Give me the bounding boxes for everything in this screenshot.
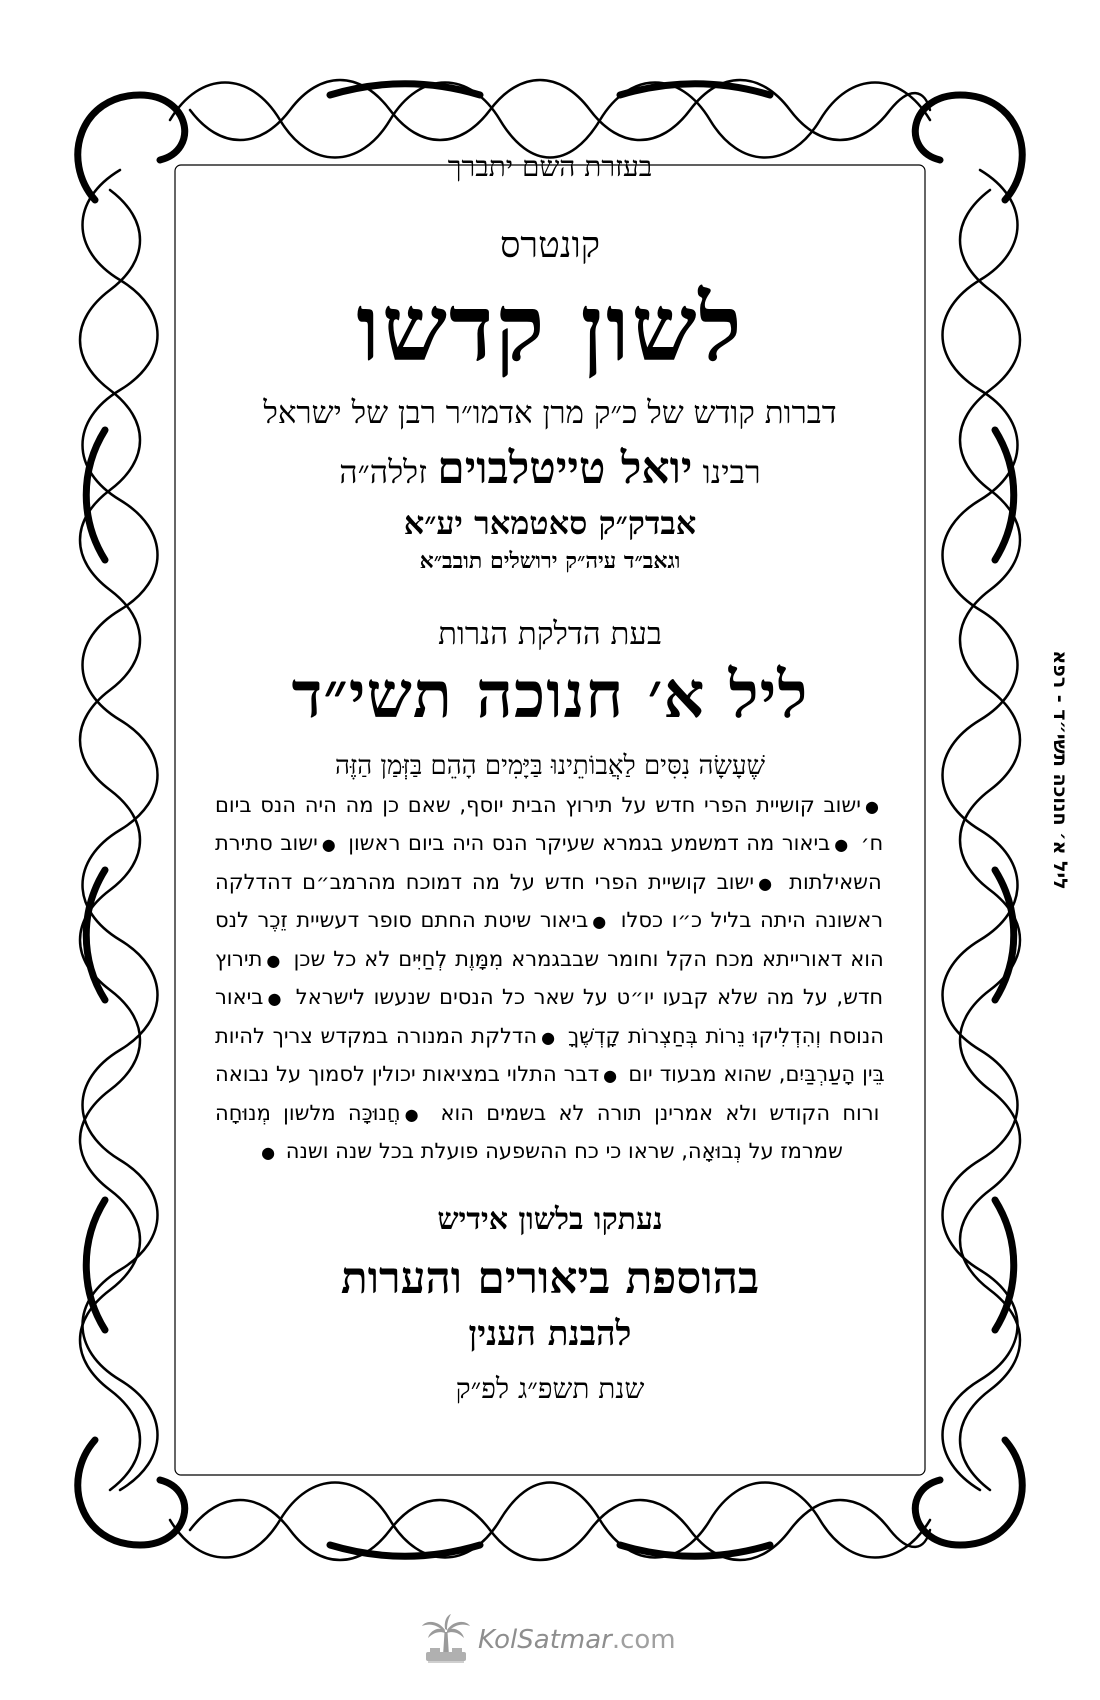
bullet-icon: ● [266,950,282,970]
topic-item: הדלקת המנורה במקדש צריך להיות בֵּין הָעַרְבַּיִם, שהוא מבעוד יום [215,1023,885,1087]
bullet-icon: ● [592,912,609,932]
understanding-heading: להבנת הענין [468,1313,632,1354]
kolsatmar-logo[interactable] [418,1612,676,1668]
bullet-icon: ● [404,1104,425,1124]
bullet-icon: ● [864,796,881,816]
bullet-icon: ● [603,1066,618,1086]
topic-item: ביאור שיטת החתם סופר דעשיית זֵכֶר לנס הוא דאורייתא מכח הקל וחומר שבבגמרא מִמָּוֶת לְחַיִּים לא כל שכן [215,908,884,971]
side-page-header: ליל א׳ חנוכה תשי״ד - רפא [1049,650,1071,890]
occasion-title: ליל א׳ חנוכה תשי״ד [291,657,809,733]
topic-item: ביאור מה דמשמע בגמרא שעיקר הנס היה ביום ראשון [348,831,831,856]
bullet-icon: ● [541,1027,557,1047]
top-blessing: בעזרת השם יתברך [447,150,653,183]
additions-heading: בהוספת ביאורים והערות [340,1252,760,1304]
bullet-icon: ● [834,835,850,855]
bullet-icon: ● [758,873,776,893]
author-line-1: דברות קודש של כ״ק מרן אדמו״ר רבן של ישראל [263,394,837,431]
bullet-icon: ● [321,835,337,855]
author-prefix: רבינו [702,452,761,491]
topics-list [215,787,885,1172]
author-name: יואל טייטלבוים [437,442,693,494]
logo-wordmark [478,1625,676,1655]
topic-item: ישוב סתירת השאילתות [215,831,882,894]
publication-year: שנת תשפ״ג לפ״ק [455,1371,645,1405]
author-line-3: אבדק״ק סאטמאר יע״א [403,503,697,542]
palm-tree-icon [418,1612,474,1668]
title-page-content [215,140,885,1406]
author-line-2 [215,443,885,494]
kuntres-label: קונטרס [499,225,601,266]
topic-item: ישוב קושיית הפרי חדש על מה דמוכח מהרמב״ם דהדלקה ראשונה היתה בליל כ״ו כסלו [215,869,884,933]
translated-note: נעתקו בלשון אידיש [437,1201,663,1237]
topic-item: תירוץ חדש, על מה שלא קבעו יו״ט על שאר כל הנסים שנעשו לישראל [215,946,884,1010]
author-line-4: וגאב״ד עיה״ק ירושלים תובב״א [419,547,681,574]
bullet-icon: ● [267,989,284,1009]
logo-domain: .com [611,1625,676,1655]
occasion-subtitle: בעת הדלקת הנרות [438,615,662,652]
topic-item: ביאור הנוסח וְהִדְלִיקוּ נֵרוֹת בְּחַצְרוֹת קָדְשֶׁךָ [215,985,884,1048]
bullet-icon: ● [261,1143,276,1163]
topic-item: ישוב קושיית הפרי חדש על תירוץ הבית יוסף, שאם כן מה היה הנס ביום ח׳ [215,792,884,856]
author-suffix: זללה״ה [339,452,428,491]
logo-name: KolSatmar [478,1625,612,1655]
main-title: לשון קדשו [356,274,744,382]
topic-item: חֲנוּכָּה מלשון מְנוּחָה שמרמז על נְבוּאָה, שראו כי כח ההשפעה פועלת בכל שנה ושנה [215,1100,843,1164]
topic-item: דבר התלוי במציאות יכולין לסמוך על נבואה ורוח הקודש ולא אמרינן תורה לא בשמים הוא [215,1062,880,1125]
blessing-verse: שֶׁעָשָׂה נִסִּים לַאֲבוֹתֵינוּ בַּיָּמִים הָהֵם בַּזְּמַן הַזֶּה [334,750,765,781]
